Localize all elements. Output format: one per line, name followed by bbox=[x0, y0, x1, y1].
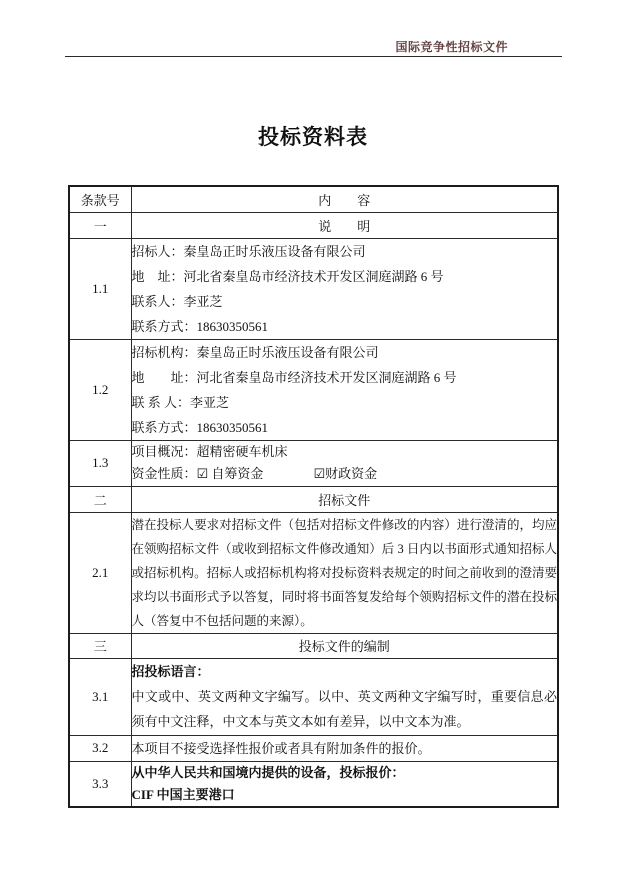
cif-port-line: CIF 中国主要港口 bbox=[131, 786, 235, 802]
section-title: 招标文件 bbox=[131, 486, 558, 512]
funding-option-self-label: 自筹资金 bbox=[208, 465, 264, 481]
bid-price-cell bbox=[131, 761, 558, 807]
table-row-2-1 bbox=[69, 512, 558, 633]
tenderer-contact-line: 联系人：李亚芝 bbox=[131, 293, 223, 309]
content-column-header: 内 容 bbox=[131, 186, 558, 212]
clause-no: 1.3 bbox=[69, 440, 131, 486]
project-overview-cell bbox=[131, 440, 558, 486]
checkbox-checked-icon: ☑ bbox=[313, 466, 326, 482]
tenderer-address-line: 地 址：河北省秦皇岛市经济技术开发区洞庭湖路 6 号 bbox=[131, 268, 444, 284]
tenderer-phone-line: 联系方式：18630350561 bbox=[131, 318, 269, 334]
clause-no: 3.2 bbox=[69, 735, 131, 761]
clause-no: 一 bbox=[69, 212, 131, 238]
clause-no: 3.3 bbox=[69, 761, 131, 807]
agency-contact-line: 联 系 人：李亚芝 bbox=[131, 394, 230, 410]
clause-column-header: 条款号 bbox=[69, 186, 131, 212]
clause-no: 三 bbox=[69, 633, 131, 658]
agency-address-line: 地 址：河北省秦皇岛市经济技术开发区洞庭湖路 6 号 bbox=[131, 369, 457, 385]
clarification-cell bbox=[131, 512, 558, 633]
alternative-bid-cell bbox=[131, 735, 558, 761]
tenderer-info-cell bbox=[131, 238, 558, 339]
language-label: 招投标语言： bbox=[131, 664, 210, 679]
section-title: 投标文件的编制 bbox=[131, 633, 558, 658]
table-row-1-3 bbox=[69, 440, 558, 486]
language-text: 中文或中、英文两种文字编写。以中、英文两种文字编写时，重要信息必须有中文注释，中文本与英文本如有差异，以中文本为准。 bbox=[131, 689, 557, 729]
alternative-bid-text: 本项目不接受选择性报价或者具有附加条件的报价。 bbox=[131, 740, 431, 756]
funding-type-line bbox=[132, 463, 558, 486]
section-row-explanation bbox=[69, 212, 558, 238]
clarification-text: 潜在投标人要求对招标文件（包括对招标文件修改的内容）进行澄清的，均应在领购招标文件（或收到招标文件修改通知）后 3 日内以书面形式通知招标人或招标机构。招标人或招标机构将对投标资料表规定的时间之前收到的澄清要求均以书面形式予以答复，同时将书面答复发给每个领购招标文件的潜在投标人（答复中不包括问题的来源）。 bbox=[131, 517, 557, 628]
table-row-3-2 bbox=[69, 735, 558, 761]
section-row-bid-preparation bbox=[69, 633, 558, 658]
domestic-equipment-line: 从中华人民共和国境内提供的设备，投标报价： bbox=[131, 764, 405, 780]
table-row-1-1 bbox=[69, 238, 558, 339]
tenderer-name-line: 招标人：秦皇岛正时乐液压设备有限公司 bbox=[131, 243, 366, 259]
clause-no: 3.1 bbox=[69, 658, 131, 735]
table-row-1-2 bbox=[69, 339, 558, 440]
project-overview-line: 项目概况：超精密硬车机床 bbox=[131, 443, 288, 459]
funding-label: 资金性质： bbox=[131, 465, 197, 481]
header-rule bbox=[65, 56, 562, 57]
agency-phone-line: 联系方式：18630350561 bbox=[131, 419, 269, 435]
table-row-3-1 bbox=[69, 658, 558, 735]
checkbox-checked-icon: ☑ bbox=[196, 466, 209, 482]
header-note: 国际竞争性招标文件 bbox=[395, 40, 508, 54]
clause-no: 2.1 bbox=[69, 512, 131, 633]
bid-data-table bbox=[68, 185, 559, 808]
table-row-3-3 bbox=[69, 761, 558, 807]
language-cell bbox=[131, 658, 558, 735]
agency-info-cell bbox=[131, 339, 558, 440]
clause-no: 1.1 bbox=[69, 238, 131, 339]
page-title: 投标资料表 bbox=[258, 125, 368, 149]
agency-name-line: 招标机构：秦皇岛正时乐液压设备有限公司 bbox=[131, 344, 379, 360]
funding-option-fiscal-label: 财政资金 bbox=[325, 465, 378, 481]
section-title: 说 明 bbox=[131, 212, 558, 238]
table-header-row bbox=[69, 186, 558, 212]
clause-no: 1.2 bbox=[69, 339, 131, 440]
section-row-tender-docs bbox=[69, 486, 558, 512]
clause-no: 二 bbox=[69, 486, 131, 512]
